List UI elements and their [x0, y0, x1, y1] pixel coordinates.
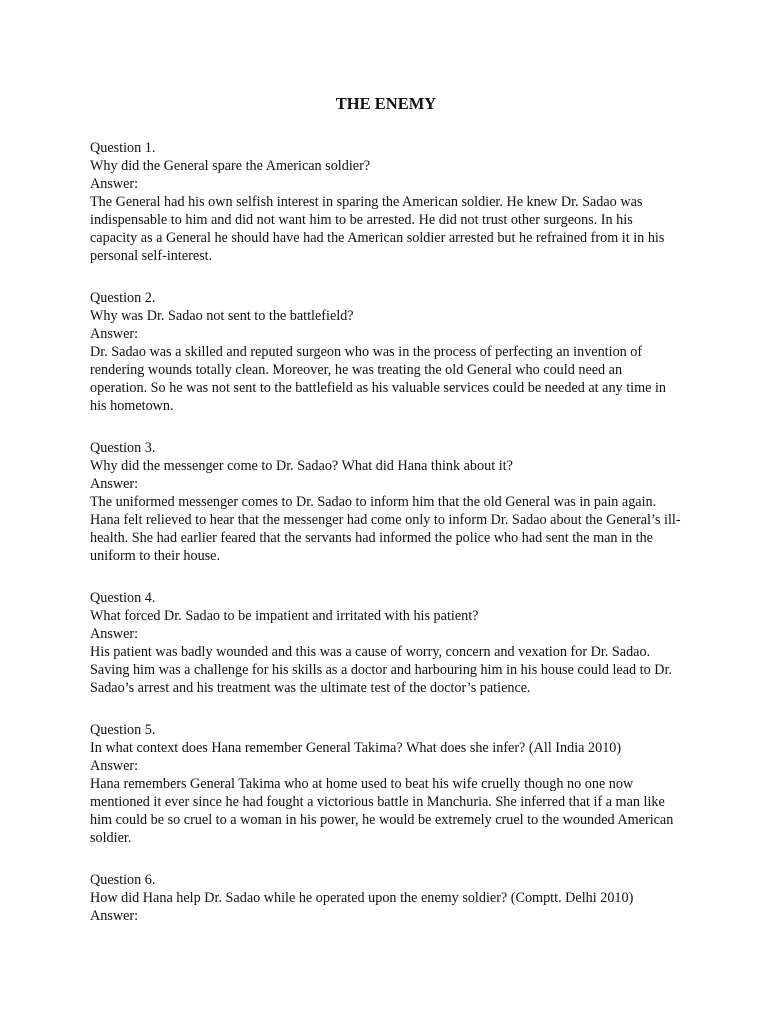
question-label: Question 6. [90, 872, 156, 888]
answer-label: Answer: [90, 176, 139, 192]
question-label: Question 2. [90, 290, 156, 306]
answer-text: The General had his own selfish interest in sparing the American soldier. He knew Dr. Sadao was indispensable to him and did not want him to be arrested. He did not trust other surgeons. In his capacity as a General he should have had the American soldier arrested but he refrained from it in his personal self-interest. [90, 194, 665, 264]
question-text: In what context does Hana remember General Takima? What does she infer? (All India 2010) [90, 740, 622, 756]
answer-text: The uniformed messenger comes to Dr. Sadao to inform him that the old General was in pain again. Hana felt relieved to hear that the messenger had come only to inform Dr. Sadao about the General’s ill-health. She had earlier feared that the servants had informed the police who had sent the man in the uniform to their house. [90, 494, 681, 564]
question-block-3 [90, 439, 682, 565]
answer-text: Dr. Sadao was a skilled and reputed surgeon who was in the process of perfecting an invention of rendering wounds totally clean. Moreover, he was treating the old General who could need an operation. So he was not sent to the battlefield as his valuable services could be needed at any time in his hometown. [90, 344, 666, 414]
question-text: Why was Dr. Sadao not sent to the battlefield? [90, 308, 354, 324]
question-text: How did Hana help Dr. Sadao while he operated upon the enemy soldier? (Comptt. Delhi 2010) [90, 890, 634, 906]
question-block-1 [90, 139, 682, 265]
question-text: Why did the messenger come to Dr. Sadao? What did Hana think about it? [90, 458, 513, 474]
question-label: Question 3. [90, 440, 156, 456]
question-text: Why did the General spare the American soldier? [90, 158, 371, 174]
answer-text: His patient was badly wounded and this was a cause of worry, concern and vexation for Dr. Sadao. Saving him was a challenge for his skills as a doctor and harbouring him in his house could lead to Dr. Sadao’s arrest and his treatment was the ultimate test of the doctor’s patience. [90, 644, 672, 696]
answer-label: Answer: [90, 326, 139, 342]
question-label: Question 4. [90, 590, 156, 606]
answer-text: Hana remembers General Takima who at home used to beat his wife cruelly though no one now mentioned it ever since he had fought a victorious battle in Manchuria. She inferred that if a man like him could be so cruel to a woman in his power, he would be extremely cruel to the wounded American soldier. [90, 776, 674, 846]
question-label: Question 5. [90, 722, 156, 738]
question-block-4 [90, 589, 682, 697]
question-label: Question 1. [90, 140, 156, 156]
answer-label: Answer: [90, 476, 139, 492]
answer-label: Answer: [90, 626, 139, 642]
document-title: THE ENEMY [335, 94, 437, 113]
question-block-6 [90, 871, 682, 925]
answer-label: Answer: [90, 908, 139, 924]
question-block-2 [90, 289, 682, 415]
document-page [90, 94, 682, 949]
question-block-5 [90, 721, 682, 847]
answer-label: Answer: [90, 758, 139, 774]
question-text: What forced Dr. Sadao to be impatient and irritated with his patient? [90, 608, 479, 624]
